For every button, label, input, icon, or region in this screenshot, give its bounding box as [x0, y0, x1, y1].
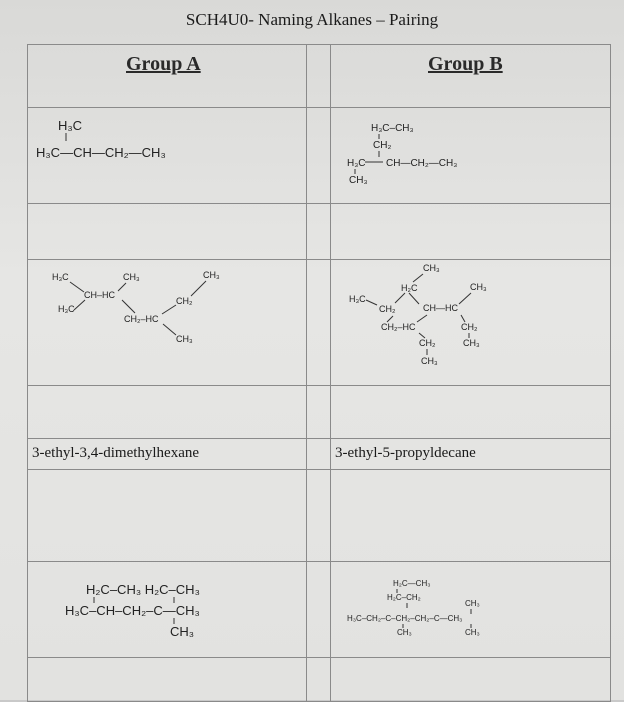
- cell-b2: [331, 108, 611, 204]
- row-5: [28, 562, 611, 658]
- name-a4: 3-ethyl-3,4-dimethylhexane: [32, 445, 200, 461]
- b3-bond8: [461, 315, 465, 322]
- group-b-header: Group B: [428, 53, 503, 75]
- a3-bond1: [70, 282, 84, 292]
- cell-a4: [28, 439, 307, 470]
- a3-bond6: [74, 300, 85, 310]
- cell-gap-blank4: [307, 658, 331, 702]
- pairing-table: [27, 44, 611, 702]
- a3-line4: CH–HC: [84, 290, 116, 300]
- b5-line3: H₃C–CH₂–C–CH₂–CH₂–C—CH₃: [347, 614, 463, 623]
- b3-bond4: [409, 293, 419, 304]
- b2-line4: CH₃: [349, 175, 368, 186]
- b2-line3a: H₃C: [347, 158, 366, 169]
- b3-bond3: [395, 293, 405, 303]
- b2-line3b: CH—CH₂—CH₃: [386, 158, 458, 169]
- a3-line1: H₃C: [52, 272, 69, 282]
- a3-bond4: [122, 300, 135, 313]
- row-blank-3: [28, 470, 611, 562]
- cell-gap1: [307, 45, 331, 108]
- row-4: [28, 439, 611, 470]
- structure-b5: [331, 562, 611, 652]
- cell-b-blank3: [331, 470, 611, 562]
- a3-line8: CH₃: [176, 334, 193, 344]
- b3-line6: CH—HC: [423, 303, 458, 313]
- b5-line1: H₂C—CH₃: [393, 579, 431, 588]
- cell-gap2: [307, 108, 331, 204]
- cell-b-blank4: [331, 658, 611, 702]
- row-blank-1: [28, 204, 611, 260]
- cell-b-blank1: [331, 204, 611, 260]
- row-2: [28, 108, 611, 204]
- cell-a3: [28, 260, 307, 386]
- worksheet-title: SCH4U0- Naming Alkanes – Pairing: [185, 10, 439, 29]
- cell-gap3: [307, 260, 331, 386]
- cell-gap4: [307, 439, 331, 470]
- b3-bond2: [366, 300, 377, 305]
- a3-bond2: [118, 283, 126, 291]
- row-blank-4: [28, 658, 611, 702]
- cell-a5: [28, 562, 307, 658]
- a2-line1: H₃C: [58, 118, 83, 133]
- a5-line1: H₂C–CH₃ H₂C–CH₃: [86, 582, 200, 597]
- b3-line8: CH₂: [461, 322, 478, 332]
- b3-line5: CH₂: [379, 304, 396, 314]
- b5-line6: CH₃: [465, 628, 480, 637]
- a2-line2: H₃C—CH—CH₂—CH₃: [36, 145, 166, 160]
- a3-bond5: [162, 305, 176, 314]
- b3-bond1: [413, 274, 423, 282]
- cell-a-blank1: [28, 204, 307, 260]
- structure-b3: [331, 260, 611, 380]
- b3-line11: CH₃: [421, 356, 438, 366]
- a3-bond7: [163, 324, 176, 335]
- group-a-header: Group A: [126, 53, 201, 75]
- structure-b2: [331, 108, 611, 198]
- b5-line4: CH₃: [465, 599, 480, 608]
- b3-line7: CH₂–HC: [381, 322, 416, 332]
- cell-a2: [28, 108, 307, 204]
- a3-line6: H₃C: [58, 304, 75, 314]
- b5-line2: H₂C–CH₂: [387, 593, 421, 602]
- structure-a2: [28, 108, 307, 198]
- b3-bond7: [417, 315, 427, 322]
- name-b4: 3-ethyl-5-propyldecane: [335, 445, 476, 461]
- b3-line9: CH₂: [419, 338, 436, 348]
- b3-line1: CH₃: [423, 263, 440, 273]
- b5-line5: CH₃: [397, 628, 412, 637]
- cell-a1: [28, 45, 307, 108]
- b3-bond5: [459, 293, 471, 304]
- b3-line2: H₂C: [401, 283, 418, 293]
- a3-line7: CH₂–HC: [124, 314, 159, 324]
- b2-line1: H₃C–CH₃: [371, 123, 414, 134]
- row-blank-2: [28, 386, 611, 439]
- b3-line4: H₃C: [349, 294, 366, 304]
- cell-b5: [331, 562, 611, 658]
- a3-line2: CH₃: [123, 272, 140, 282]
- header-row: [28, 45, 611, 108]
- cell-gap-blank1: [307, 204, 331, 260]
- cell-b3: [331, 260, 611, 386]
- structure-a3: [28, 260, 307, 380]
- structure-a5: [28, 562, 307, 652]
- cell-gap5: [307, 562, 331, 658]
- b3-line10: CH₃: [463, 338, 480, 348]
- cell-a-blank4: [28, 658, 307, 702]
- a5-line2: H₃C–CH–CH₂–C—CH₃: [65, 603, 200, 618]
- cell-b1: [331, 45, 611, 108]
- row-3: [28, 260, 611, 386]
- a3-line3: CH₃: [203, 270, 220, 280]
- cell-b-blank2: [331, 386, 611, 439]
- cell-a-blank3: [28, 470, 307, 562]
- b3-line3: CH₃: [470, 282, 487, 292]
- a5-line3: CH₃: [170, 624, 195, 639]
- a3-line5: CH₂: [176, 296, 193, 306]
- cell-a-blank2: [28, 386, 307, 439]
- cell-gap-blank2: [307, 386, 331, 439]
- cell-gap-blank3: [307, 470, 331, 562]
- cell-b4: [331, 439, 611, 470]
- a3-bond3: [191, 281, 206, 296]
- b2-line2: CH₂: [373, 140, 392, 151]
